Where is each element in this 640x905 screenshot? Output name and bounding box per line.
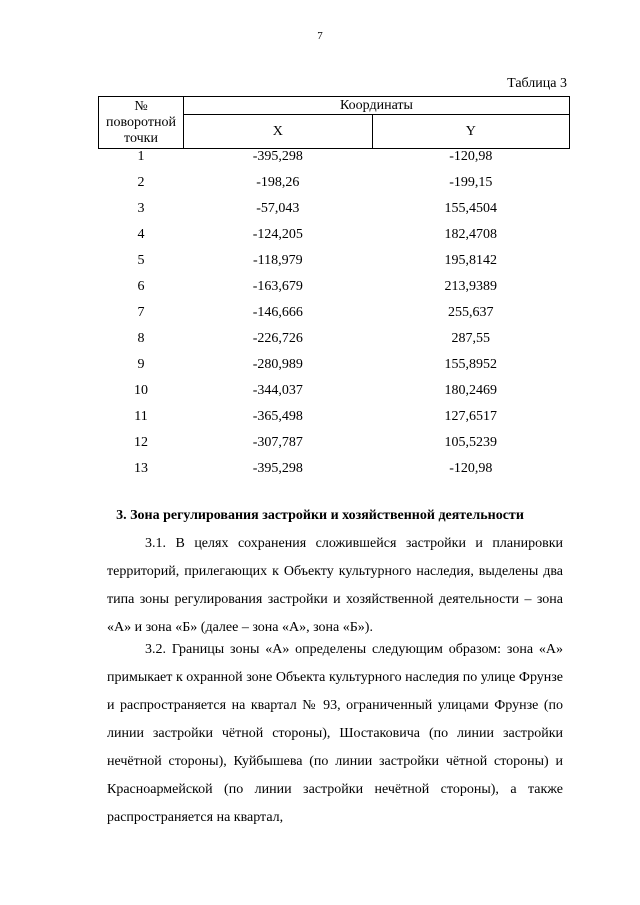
- table-row: [99, 175, 570, 201]
- y-coordinate-cell: 180,2469: [444, 383, 498, 398]
- paragraph-3-1: [107, 530, 563, 642]
- table-body: [99, 149, 570, 488]
- table-row: [99, 435, 570, 461]
- y-coordinate-cell: 182,4708: [444, 227, 498, 242]
- point-number-cell: 9: [137, 357, 145, 372]
- point-number-cell: 1: [137, 149, 145, 164]
- y-coordinate-cell: 105,5239: [444, 435, 498, 450]
- table-row: [99, 383, 570, 409]
- x-coordinate-cell: -280,989: [252, 357, 303, 372]
- table-row: [99, 253, 570, 279]
- point-number-header: № поворотной точки: [99, 97, 184, 149]
- point-number-cell: 13: [134, 461, 148, 476]
- x-header: X: [184, 115, 373, 149]
- y-coordinate-cell: 195,8142: [444, 253, 498, 268]
- x-coordinate-cell: -118,979: [252, 253, 303, 268]
- y-coordinate-cell: 155,4504: [444, 201, 498, 216]
- table-row: [99, 201, 570, 227]
- point-number-cell: 8: [137, 331, 145, 346]
- x-coordinate-cell: -365,498: [252, 409, 303, 424]
- table-caption: Таблица 3: [507, 76, 567, 91]
- point-number-cell: 2: [137, 175, 145, 190]
- table-row: [99, 409, 570, 435]
- y-coordinate-cell: -120,98: [449, 461, 493, 476]
- table-row: [99, 279, 570, 305]
- x-coordinate-cell: -124,205: [252, 227, 303, 242]
- point-number-cell: 5: [137, 253, 145, 268]
- table-row: [99, 331, 570, 357]
- y-coordinate-cell: -199,15: [449, 175, 493, 190]
- table-row: [99, 149, 570, 176]
- y-header: Y: [372, 115, 569, 149]
- x-coordinate-cell: -344,037: [252, 383, 303, 398]
- point-number-cell: 7: [137, 305, 145, 320]
- y-coordinate-cell: 155,8952: [444, 357, 498, 372]
- table-row: [99, 357, 570, 383]
- y-coordinate-cell: 255,637: [448, 305, 494, 320]
- x-coordinate-cell: -395,298: [252, 461, 303, 476]
- section-title: 3. Зона регулирования застройки и хозяйственной деятельности: [116, 508, 524, 523]
- table-row: [99, 227, 570, 253]
- paragraph-text: 3.1. В целях сохранения сложившейся застройки и планировки территорий, прилегающих к Объекту культурного наследия, выделены два типа зоны регулирования застройки и хозяйственной деятельности – зона «А» и зона «Б» (далее – зона «А», зона «Б»).: [107, 536, 563, 635]
- page-number: 7: [317, 30, 323, 42]
- x-coordinate-cell: -57,043: [256, 201, 300, 216]
- x-coordinate-cell: -307,787: [252, 435, 303, 450]
- y-coordinate-cell: -120,98: [449, 149, 493, 164]
- paragraph-3-2: [107, 636, 563, 832]
- table-row: [99, 461, 570, 487]
- x-coordinate-cell: -226,726: [252, 331, 303, 346]
- point-number-cell: 11: [134, 409, 148, 424]
- x-coordinate-cell: -198,26: [256, 175, 300, 190]
- paragraph-text: 3.2. Границы зоны «А» определены следующим образом: зона «А» примыкает к охранной зоне Объекта культурного наследия по улице Фрунзе и распространяется на квартал № 93, ограниченный улицами Фрунзе (по линии застройки чётной стороны), Шостаковича (по линии застройки нечётной стороны), Куйбышева (по линии застройки чётной стороны) и Красноармейской (по линии застройки нечётной стороны), а также распространяется на квартал,: [107, 642, 563, 825]
- x-coordinate-cell: -146,666: [252, 305, 303, 320]
- point-number-cell: 12: [134, 435, 148, 450]
- x-coordinate-cell: -163,679: [252, 279, 303, 294]
- point-number-cell: 3: [137, 201, 145, 216]
- coordinates-table: [98, 96, 570, 487]
- point-number-cell: 6: [137, 279, 145, 294]
- point-number-cell: 10: [134, 383, 148, 398]
- coordinates-group-header: Координаты: [184, 97, 570, 115]
- y-coordinate-cell: 287,55: [451, 331, 491, 346]
- point-number-cell: 4: [137, 227, 145, 242]
- y-coordinate-cell: 127,6517: [444, 409, 498, 424]
- x-coordinate-cell: -395,298: [252, 149, 303, 164]
- table-row: [99, 305, 570, 331]
- y-coordinate-cell: 213,9389: [444, 279, 498, 294]
